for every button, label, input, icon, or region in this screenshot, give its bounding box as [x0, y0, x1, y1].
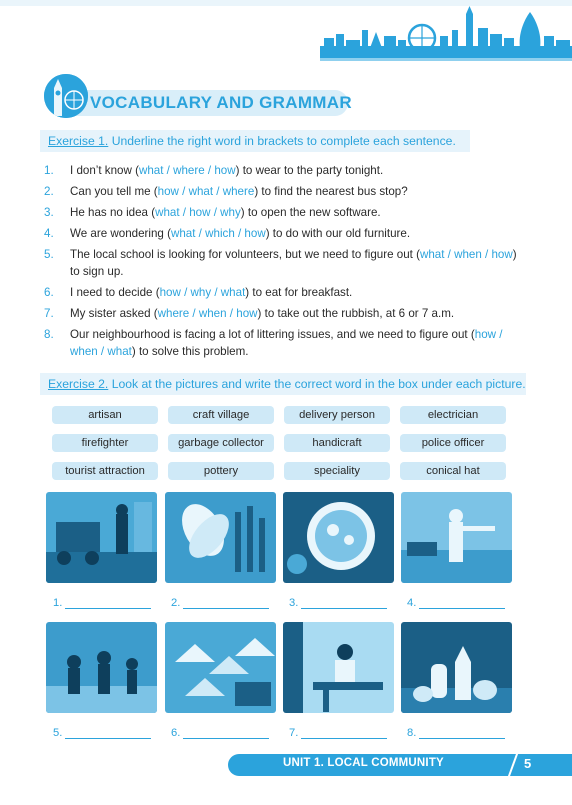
page-number: 5: [524, 756, 532, 771]
exercise-1-item: [44, 162, 524, 179]
sentence-start: We are wondering (: [70, 227, 171, 240]
big-ben-icon: [44, 74, 88, 118]
word-chip: delivery person: [284, 406, 390, 424]
item-sentence: [70, 204, 524, 221]
sentence-start: The local school is looking for volunteers, but we need to figure out (: [70, 248, 420, 261]
word-chip: tourist attraction: [52, 462, 158, 480]
word-chip: speciality: [284, 462, 390, 480]
word-options[interactable]: how / what / where: [157, 185, 255, 198]
word-options[interactable]: what / when / how: [419, 248, 513, 261]
item-number: 4.: [44, 227, 54, 240]
city-skyline-banner: [0, 0, 572, 64]
word-chip: electrician: [400, 406, 506, 424]
exercise-2-instruction: Look at the pictures and write the correct word in the box under each picture.: [111, 377, 526, 391]
item-sentence: [70, 305, 524, 322]
picture-5-firefighter: [46, 622, 157, 713]
word-chip: pottery: [168, 462, 274, 480]
exercise-1-item: [44, 326, 524, 360]
sentence-end: ) to take out the rubbish, at 6 or 7 a.m.: [257, 307, 455, 320]
item-number: 7.: [44, 307, 54, 320]
sentence-end: ) to eat for breakfast.: [245, 286, 353, 299]
item-sentence: [70, 183, 524, 200]
answer-line-1[interactable]: 1.: [53, 597, 62, 609]
sentence-end: ) to sign up.: [70, 248, 517, 278]
exercise-2-header: [48, 377, 526, 391]
unit-label: UNIT 1. LOCAL COMMUNITY: [283, 757, 444, 769]
answer-line-5[interactable]: 5.: [53, 727, 62, 739]
item-number: 2.: [44, 185, 54, 198]
item-sentence: [70, 284, 524, 301]
answer-line-8[interactable]: 8.: [407, 727, 416, 739]
picture-1-garbage-collector: [46, 492, 157, 583]
item-number: 1.: [44, 164, 54, 177]
section-title: VOCABULARY AND GRAMMAR: [90, 93, 352, 112]
word-options[interactable]: where / when / how: [157, 307, 258, 320]
item-sentence: [70, 162, 524, 179]
answer-line-6[interactable]: 6.: [171, 727, 180, 739]
word-options[interactable]: how / why / what: [159, 286, 246, 299]
sentence-end: ) to open the new software.: [240, 206, 381, 219]
exercise-1-item: [44, 183, 524, 200]
item-sentence: [70, 326, 524, 360]
answer-line-2[interactable]: 2.: [171, 597, 180, 609]
sentence-end: ) to solve this problem.: [131, 345, 249, 358]
word-options[interactable]: what / where / how: [138, 164, 236, 177]
picture-4-police-officer: [401, 492, 512, 583]
sentence-end: ) to wear to the party tonight.: [235, 164, 384, 177]
exercise-1-item: [44, 284, 524, 301]
exercise-1-item: [44, 246, 524, 280]
sentence-start: I need to decide (: [70, 286, 160, 299]
exercise-1-header: [48, 134, 456, 148]
sentence-start: Our neighbourhood is facing a lot of littering issues, and we need to figure out (: [70, 328, 475, 341]
exercise-1-item: [44, 225, 524, 242]
picture-7-artisan: [283, 622, 394, 713]
word-chip: garbage collector: [168, 434, 274, 452]
word-options[interactable]: what / which / how: [170, 227, 266, 240]
sentence-end: ) to find the nearest bus stop?: [254, 185, 408, 198]
picture-2-handicraft: [165, 492, 276, 583]
item-number: 6.: [44, 286, 54, 299]
picture-8-pottery: [401, 622, 512, 713]
sentence-start: My sister asked (: [70, 307, 158, 320]
sentence-start: He has no idea (: [70, 206, 156, 219]
answer-line-4[interactable]: 4.: [407, 597, 416, 609]
word-options[interactable]: what / how / why: [155, 206, 241, 219]
word-chip: handicraft: [284, 434, 390, 452]
exercise-2-number: Exercise 2.: [48, 377, 109, 391]
answer-line-3[interactable]: 3.: [289, 597, 298, 609]
item-sentence: [70, 225, 524, 242]
sentence-end: ) to do with our old furniture.: [265, 227, 411, 240]
word-chip: police officer: [400, 434, 506, 452]
word-chip: conical hat: [400, 462, 506, 480]
sentence-start: I don’t know (: [70, 164, 139, 177]
item-sentence: [70, 246, 524, 280]
answer-line-7[interactable]: 7.: [289, 727, 298, 739]
sentence-start: Can you tell me (: [70, 185, 158, 198]
item-number: 5.: [44, 248, 54, 261]
word-chip: artisan: [52, 406, 158, 424]
exercise-1-item: [44, 305, 524, 322]
word-chip: firefighter: [52, 434, 158, 452]
item-number: 3.: [44, 206, 54, 219]
exercise-1-instruction: Underline the right word in brackets to complete each sentence.: [111, 134, 456, 148]
item-number: 8.: [44, 328, 54, 341]
exercise-1-number: Exercise 1.: [48, 134, 109, 148]
exercise-1-item: [44, 204, 524, 221]
picture-3-speciality: [283, 492, 394, 583]
word-chip: craft village: [168, 406, 274, 424]
picture-6-conical-hat: [165, 622, 276, 713]
word-options[interactable]: how / when / what: [70, 328, 503, 358]
